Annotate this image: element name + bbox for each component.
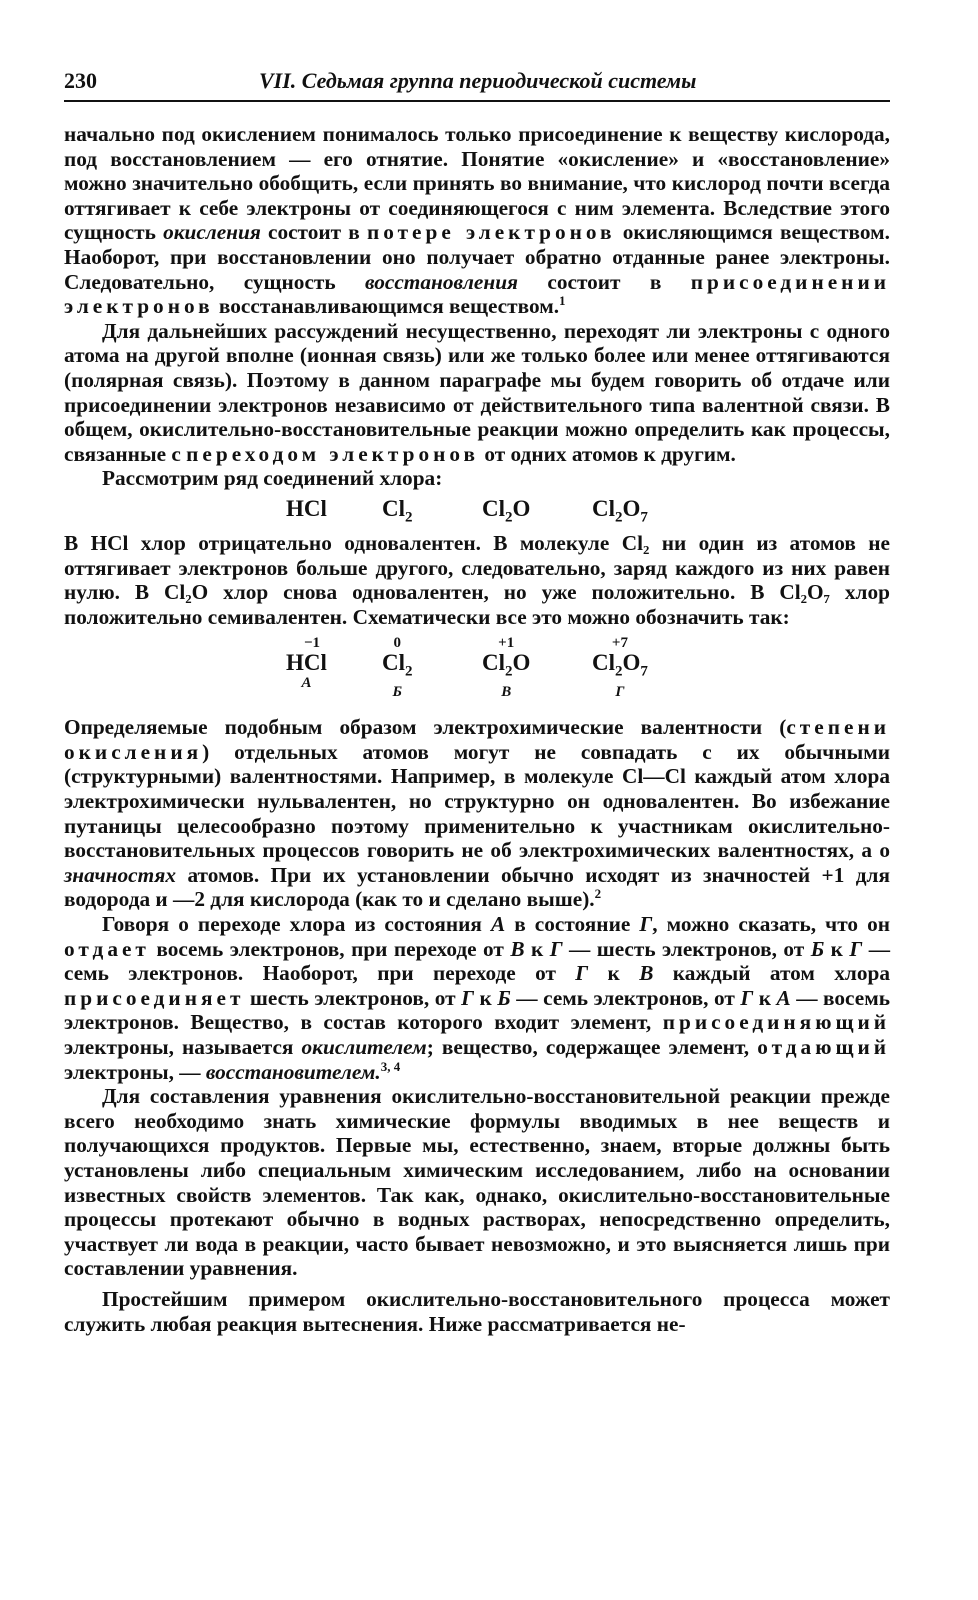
p6-italic-reducer: восстановителем. xyxy=(205,1059,381,1084)
paragraph-2 xyxy=(64,319,890,467)
p6-spaced-adds: присоединяет xyxy=(64,985,245,1010)
ox-state-c: +1 xyxy=(498,635,515,652)
state-letter-b: Б xyxy=(392,683,403,700)
paragraph-7: Для составления уравнения окислительно-восстановительной реакции прежде всего необходимо знать химические формулы вводимых в нее веществ и получающихся продуктов. Первые мы, естественно, знаем, вторые должны быть установлены либо специальным химическим исследованием, либо на основании известных свойств элементов. Так как, однако, окислительно-восстановительные процессы протекают обычно в водных растворах, непосредственно определить, участвует ли вода в реакции, часто бывает невозможно, и это выясняется лишь при составлении уравнения. xyxy=(64,1084,890,1281)
formula-hcl: HCl xyxy=(286,495,327,521)
formula-row-oxidation-states xyxy=(64,629,890,715)
formula-row-compounds xyxy=(64,491,890,531)
state-letter-c: В xyxy=(501,683,512,700)
p2-text-a: Для дальнейших рассуждений несущественно, переходят ли электроны с одного атома на другой вполне (ионная связь) или же только более или менее оттягиваются (полярная связь). Поэтому в данном параграфе мы будем говорить об отдаче или присоединении электронов независимо от действительного типа валентной связи. В общем, окислительно-восстановительные реакции можно определить как процессы, связанные с xyxy=(64,318,890,466)
p1-text-i: восстанавливающимся веществом. xyxy=(213,294,560,319)
book-page xyxy=(64,64,890,1336)
p1-spaced-loss: потере электронов xyxy=(366,220,616,245)
paragraph-3: Рассмотрим ряд соединений хлора: xyxy=(102,466,443,491)
p5-text-e: атомов. При их установлении обычно исходят из значностей +1 для водорода и —2 для кислорода (как то и сделано выше). xyxy=(64,862,890,912)
p2-spaced-transfer: переходом электронов xyxy=(186,441,480,466)
p1-italic-reduction: восстановления xyxy=(365,269,519,294)
formula-cl2: $Cl_2$ xyxy=(382,495,413,526)
formula-cl2o-annotated: +1 $Cl_2O$ В xyxy=(482,635,531,700)
p5-text-c: ) отдельных атомов могут не совпадать с их обычными (структурными) валентностями. Например, в молекуле Cl—Cl каждый атом хлора электрохимически нульвалентен, но структурно он одновалентен. Во избежание путаницы целесообразно поэтому применительно к участникам окислительно-восстановительных процессов говорить не об электрохимических валентностях, а о xyxy=(64,739,890,863)
p1-text-e: окисляющимся веществом. Наоборот, при восстановлении оно получает обратно отданные ранее электроны. Следовательно, сущность xyxy=(64,220,890,294)
running-title: VII. Седьмая группа периодической системы xyxy=(259,68,697,93)
footnote-ref-3-4: 3, 4 xyxy=(380,1058,401,1074)
formula-cl2-annotated: 0 $Cl_2$ Б xyxy=(382,635,413,700)
ox-state-d: +7 xyxy=(611,635,628,652)
state-letter-d: Г xyxy=(615,683,625,700)
p1-text-a: начально под окислением понималось только присоединение к веществу кислорода, под восстановлением — его отнятие. Понятие «окисление» и «восстановление» можно значительно обобщить, если принять во внимание, что кислород почти всегда оттягивает к себе электроны от соединяющегося с ним элемента. Вследствие этого сущность xyxy=(64,122,890,245)
p5-text-a: Определяемые подобным образом электрохимические валентности ( xyxy=(64,715,787,740)
p2-text-c: от одних атомов к другим. xyxy=(479,441,736,466)
formula-hcl-annotated: −1 HCl А xyxy=(286,635,327,692)
ox-state-a: −1 xyxy=(304,635,321,652)
state-letter-a: А xyxy=(301,675,312,692)
p1-text-g: состоит в xyxy=(518,269,691,294)
p6-italic-oxidizer: окислителем xyxy=(301,1035,427,1059)
formula-cl2o7: $Cl_2O_7$ xyxy=(592,495,648,526)
formula-cl2o7-annotated: +7 $Cl_2O_7$ Г xyxy=(592,635,648,700)
p1-italic-oxidation: окисления xyxy=(163,220,261,245)
body-text xyxy=(64,122,890,1336)
footnote-ref-1: 1 xyxy=(559,293,566,309)
formula-cl2o: $Cl_2O$ xyxy=(482,495,531,526)
p6-spaced-gives: отдает xyxy=(64,936,150,961)
paragraph-1 xyxy=(64,122,890,319)
p6-spaced-adding: присоединяющий xyxy=(662,1010,890,1035)
paragraph-8: Простейшим примером окислительно-восстановительного процесса может служить любая реакция вытеснения. Ниже рассматривается не- xyxy=(64,1286,890,1336)
ox-state-b: 0 xyxy=(393,635,401,652)
p5-spaced-oxidation-degrees: степени окисления xyxy=(64,715,890,764)
p6-spaced-giving: отдающий xyxy=(757,1035,890,1059)
p1-spaced-addition: присоединении электронов xyxy=(64,269,890,319)
p1-text-c: состоит в xyxy=(260,220,367,245)
footnote-ref-2: 2 xyxy=(594,886,602,902)
paragraph-5 xyxy=(64,715,890,912)
page-header xyxy=(64,64,890,102)
p5-italic-valences: значностях xyxy=(64,862,177,887)
paragraph-4: В HCl хлор отрицательно одновалентен. В молекуле Cl₂ ни один из атомов не оттягивает электронов больше другого, следовательно, заряд каждого из них равен нулю. В Cl₂O хлор снова одновалентен, но уже положительно. В Cl₂O₇ хлор положительно семивалентен. Схематически все это можно обозначить так: xyxy=(64,530,890,629)
paragraph-6: Говоря о переходе хлора из состояния А в состояние Г, можно сказать, что он отдает восемь электронов, при переходе от В к Г — шесть электронов, от Б к Г — семь электронов. Наоборот, при переходе от Г к В каждый атом хлора присоединяет шесть электронов, от Г к Б — семь электронов, от Г к А — восемь электронов. Вещество, в состав которого входит элемент, присоединяющий электроны, называется окислителем; вещество, содержащее элемент, отдающий электроны, — восстановителем.$^{3, 4}$ xyxy=(64,912,891,1084)
page-number: 230 xyxy=(64,68,97,93)
